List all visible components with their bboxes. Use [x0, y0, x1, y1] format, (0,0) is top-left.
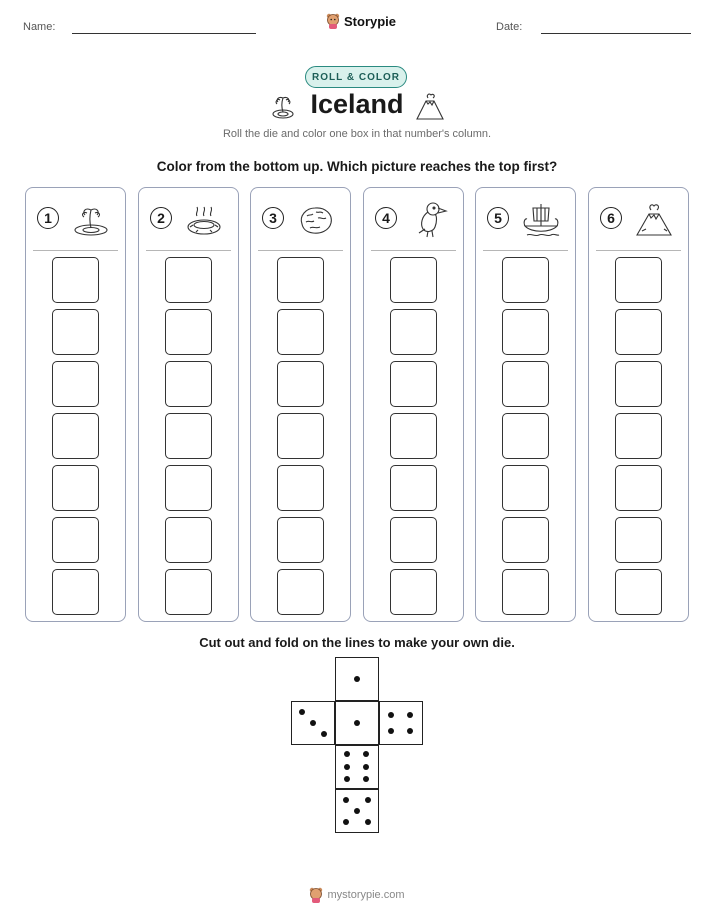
puffin-icon — [409, 200, 449, 238]
column-divider — [33, 250, 118, 251]
name-label: Name: — [23, 21, 56, 33]
storypie-bear-icon — [309, 887, 323, 903]
geyser-icon — [71, 200, 111, 238]
die-pip — [343, 819, 349, 825]
column-6 — [588, 187, 689, 622]
color-box[interactable] — [390, 569, 437, 615]
die-pip — [343, 797, 349, 803]
color-box[interactable] — [615, 257, 662, 303]
activity-badge: ROLL & COLOR — [305, 66, 407, 88]
column-3 — [250, 187, 351, 622]
die-face-4 — [379, 701, 423, 745]
color-box[interactable] — [502, 465, 549, 511]
color-box[interactable] — [165, 413, 212, 459]
die-pip — [354, 676, 360, 682]
color-box[interactable] — [615, 465, 662, 511]
die-pip — [407, 712, 413, 718]
color-box[interactable] — [615, 569, 662, 615]
column-header — [26, 188, 125, 250]
column-divider — [146, 250, 231, 251]
color-box[interactable] — [165, 465, 212, 511]
color-box[interactable] — [52, 309, 99, 355]
color-box[interactable] — [277, 465, 324, 511]
color-box[interactable] — [277, 257, 324, 303]
page-title: Iceland — [310, 89, 404, 119]
color-box[interactable] — [390, 361, 437, 407]
date-label: Date: — [496, 21, 523, 33]
color-box[interactable] — [52, 569, 99, 615]
color-box[interactable] — [277, 361, 324, 407]
column-number: 2 — [150, 207, 172, 229]
footer — [0, 887, 714, 903]
die-pip — [354, 720, 360, 726]
color-box[interactable] — [615, 309, 662, 355]
color-box[interactable] — [165, 517, 212, 563]
color-box[interactable] — [165, 309, 212, 355]
brand-name: Storypie — [344, 13, 397, 29]
die-pip — [344, 751, 350, 757]
die-pip — [365, 797, 371, 803]
column-5 — [475, 187, 576, 622]
die-pip — [365, 819, 371, 825]
color-box[interactable] — [390, 413, 437, 459]
color-box[interactable] — [390, 465, 437, 511]
die-pip — [354, 808, 360, 814]
color-box[interactable] — [615, 361, 662, 407]
column-divider — [596, 250, 681, 251]
viking-ship-icon — [521, 200, 561, 238]
column-divider — [371, 250, 456, 251]
column-header — [139, 188, 238, 250]
column-header — [589, 188, 688, 250]
color-box[interactable] — [615, 413, 662, 459]
color-box[interactable] — [165, 569, 212, 615]
storypie-bear-icon — [326, 13, 340, 29]
color-box[interactable] — [52, 465, 99, 511]
color-box[interactable] — [390, 517, 437, 563]
die-pip — [310, 720, 316, 726]
footer-url[interactable]: mystorypie.com — [327, 889, 405, 901]
column-divider — [483, 250, 568, 251]
color-box[interactable] — [502, 361, 549, 407]
column-divider — [258, 250, 343, 251]
color-box[interactable] — [52, 257, 99, 303]
die-pip — [388, 712, 394, 718]
color-box[interactable] — [165, 361, 212, 407]
color-box[interactable] — [502, 257, 549, 303]
die-pip — [407, 728, 413, 734]
color-box[interactable] — [52, 361, 99, 407]
color-box[interactable] — [390, 257, 437, 303]
cut-instruction: Cut out and fold on the lines to make your own die. — [199, 635, 515, 650]
color-box[interactable] — [502, 517, 549, 563]
color-box[interactable] — [277, 569, 324, 615]
die-pip — [363, 751, 369, 757]
die-pip — [321, 731, 327, 737]
column-header — [364, 188, 463, 250]
color-box[interactable] — [502, 413, 549, 459]
die-face-1 — [335, 701, 379, 745]
volcano-icon — [634, 200, 674, 238]
column-4 — [363, 187, 464, 622]
die-face-6 — [335, 745, 379, 789]
column-number: 1 — [37, 207, 59, 229]
color-box[interactable] — [502, 569, 549, 615]
subtitle: Roll the die and color one box in that number's column. — [222, 128, 492, 140]
die-pip — [344, 776, 350, 782]
instruction: Color from the bottom up. Which picture reaches the top first? — [156, 159, 558, 174]
color-box[interactable] — [277, 413, 324, 459]
name-line[interactable] — [72, 33, 256, 34]
column-number: 3 — [262, 207, 284, 229]
volcano-icon — [414, 91, 446, 123]
die-pip — [363, 776, 369, 782]
date-line[interactable] — [541, 33, 691, 34]
lava-rock-icon — [296, 200, 336, 238]
die-pip — [388, 728, 394, 734]
column-number: 6 — [600, 207, 622, 229]
color-box[interactable] — [277, 309, 324, 355]
column-1 — [25, 187, 126, 622]
die-pip — [363, 764, 369, 770]
color-box[interactable] — [52, 517, 99, 563]
die-face-1 — [335, 657, 379, 701]
color-box[interactable] — [277, 517, 324, 563]
brand-logo — [326, 13, 396, 29]
die-face-5 — [335, 789, 379, 833]
die-pip — [299, 709, 305, 715]
column-number: 5 — [487, 207, 509, 229]
die-face-3 — [291, 701, 335, 745]
color-box[interactable] — [502, 309, 549, 355]
color-box[interactable] — [390, 309, 437, 355]
column-header — [476, 188, 575, 250]
column-number: 4 — [375, 207, 397, 229]
color-box[interactable] — [615, 517, 662, 563]
color-box[interactable] — [52, 413, 99, 459]
color-box[interactable] — [165, 257, 212, 303]
hot-spring-icon — [184, 200, 224, 238]
column-header — [251, 188, 350, 250]
column-2 — [138, 187, 239, 622]
die-pip — [344, 764, 350, 770]
